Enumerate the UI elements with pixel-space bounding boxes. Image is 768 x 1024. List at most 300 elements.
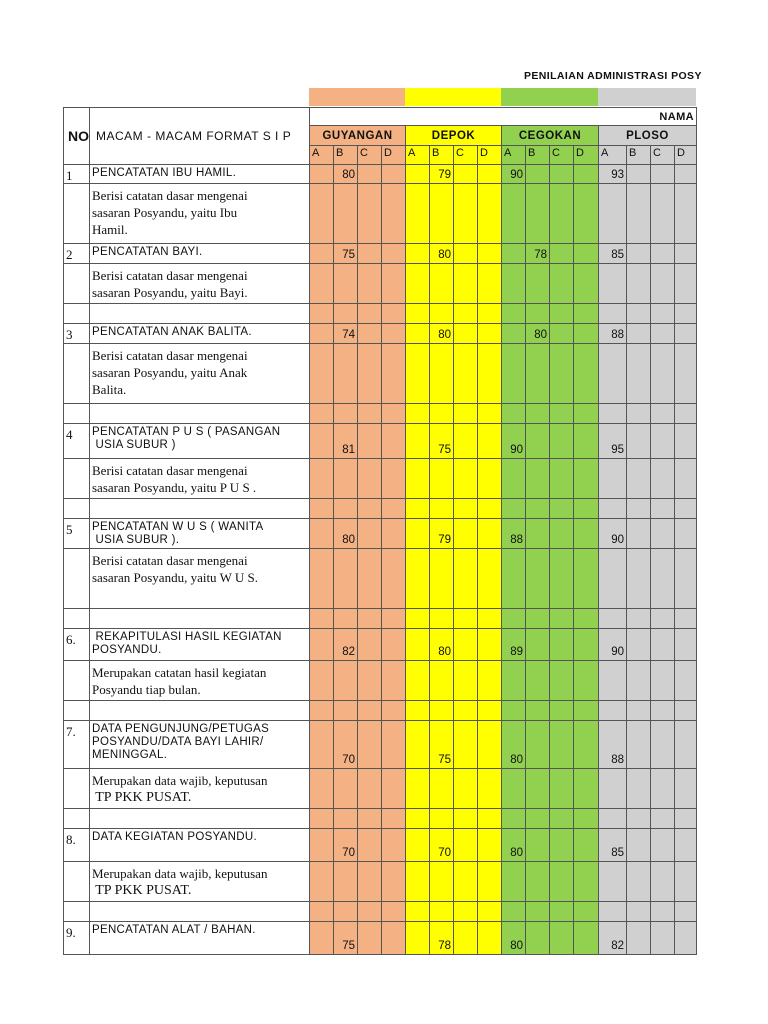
- score-empty: [381, 458, 406, 499]
- score-guyangan: 80: [333, 518, 358, 549]
- score-empty: [525, 183, 550, 244]
- spacer-cell: [573, 608, 599, 629]
- spacer-name: [89, 808, 310, 829]
- spacer-cell: [549, 498, 574, 519]
- description-line: Berisi catatan dasar mengenai: [92, 348, 248, 363]
- score-guyangan: 75: [333, 921, 358, 955]
- score-empty: [333, 861, 358, 902]
- row-no: 9.: [63, 921, 90, 955]
- row-name-line: MENINGGAL.: [92, 749, 168, 761]
- row-name: [89, 628, 310, 661]
- spacer-cell: [598, 808, 627, 829]
- score-empty: [405, 921, 430, 955]
- score-empty: [501, 458, 526, 499]
- header-sub-depok-b: B: [429, 145, 454, 165]
- score-empty: [573, 423, 599, 459]
- row-name-line: USIA SUBUR ): [92, 439, 176, 451]
- row-description: [89, 660, 310, 701]
- score-empty: [453, 243, 478, 264]
- spacer-cell: [626, 700, 651, 721]
- score-empty: [453, 768, 478, 809]
- score-empty: [573, 720, 599, 769]
- score-empty: [333, 343, 358, 404]
- header-sub-depok-d: D: [477, 145, 502, 165]
- score-empty: [573, 243, 599, 264]
- header-group-cegokan: CEGOKAN: [501, 125, 599, 146]
- score-empty: [477, 921, 502, 955]
- score-empty: [598, 183, 627, 244]
- score-empty: [501, 343, 526, 404]
- spacer-cell: [674, 808, 697, 829]
- spacer-cell: [573, 303, 599, 324]
- spacer-cell: [501, 901, 526, 922]
- score-empty: [626, 828, 651, 862]
- spacer-cell: [626, 303, 651, 324]
- spacer-cell: [429, 303, 454, 324]
- description-line: Posyandu tiap bulan.: [92, 682, 201, 697]
- score-empty: [477, 323, 502, 344]
- score-empty: [525, 720, 550, 769]
- score-empty: [525, 861, 550, 902]
- description-line: sasaran Posyandu, yaitu Ibu: [92, 205, 238, 220]
- score-empty: [453, 183, 478, 244]
- score-empty: [477, 458, 502, 499]
- score-depok: 80: [429, 243, 454, 264]
- score-empty: [333, 548, 358, 609]
- color-bar-cegokan: [501, 88, 598, 106]
- score-depok: 75: [429, 720, 454, 769]
- score-empty: [501, 243, 526, 264]
- description-line: Balita.: [92, 382, 127, 397]
- spacer-cell: [626, 901, 651, 922]
- score-empty: [549, 458, 574, 499]
- score-empty: [357, 343, 382, 404]
- spacer-cell: [598, 901, 627, 922]
- score-depok: 79: [429, 518, 454, 549]
- score-ploso: 85: [598, 828, 627, 862]
- score-empty: [598, 263, 627, 304]
- spacer-cell: [357, 303, 382, 324]
- spacer-cell: [477, 808, 502, 829]
- score-empty: [357, 518, 382, 549]
- score-empty: [405, 828, 430, 862]
- spacer-cell: [477, 608, 502, 629]
- score-empty: [674, 548, 697, 609]
- score-empty: [309, 343, 334, 404]
- score-empty: [650, 423, 675, 459]
- score-ploso: 90: [598, 518, 627, 549]
- spacer-cell: [501, 808, 526, 829]
- spacer-cell: [333, 901, 358, 922]
- score-empty: [598, 343, 627, 404]
- spacer-cell: [501, 700, 526, 721]
- spacer-cell: [453, 901, 478, 922]
- spacer-cell: [333, 498, 358, 519]
- score-empty: [525, 518, 550, 549]
- description-line: Merupakan data wajib, keputusan: [92, 866, 268, 881]
- score-empty: [650, 243, 675, 264]
- spacer-cell: [501, 303, 526, 324]
- spacer-cell: [598, 608, 627, 629]
- spacer-cell: [549, 700, 574, 721]
- row-no: 1: [63, 164, 90, 184]
- score-empty: [549, 828, 574, 862]
- score-empty: [674, 183, 697, 244]
- spacer-cell: [674, 498, 697, 519]
- spacer-cell: [309, 608, 334, 629]
- score-empty: [309, 243, 334, 264]
- row-no: 5: [63, 518, 90, 549]
- score-empty: [309, 548, 334, 609]
- row-no: 4: [63, 423, 90, 459]
- spacer-cell: [598, 700, 627, 721]
- row-no: 6.: [63, 628, 90, 661]
- score-empty: [674, 628, 697, 661]
- score-empty: [381, 828, 406, 862]
- score-guyangan: 75: [333, 243, 358, 264]
- spacer-cell: [309, 498, 334, 519]
- header-sub-cegokan-b: B: [525, 145, 550, 165]
- score-empty: [477, 183, 502, 244]
- spacer-no: [63, 608, 90, 629]
- row-name: [89, 720, 310, 769]
- score-empty: [598, 861, 627, 902]
- spacer-cell: [650, 901, 675, 922]
- score-ploso: 88: [598, 323, 627, 344]
- score-empty: [626, 423, 651, 459]
- score-empty: [573, 768, 599, 809]
- score-empty: [525, 628, 550, 661]
- spacer-cell: [405, 403, 430, 424]
- score-empty: [501, 660, 526, 701]
- score-empty: [549, 628, 574, 661]
- spacer-cell: [477, 901, 502, 922]
- row-description: [89, 458, 310, 499]
- score-empty: [674, 458, 697, 499]
- spacer-cell: [650, 498, 675, 519]
- score-empty: [309, 828, 334, 862]
- score-empty: [405, 861, 430, 902]
- score-empty: [650, 768, 675, 809]
- description-line: TP PKK PUSAT.: [92, 883, 192, 898]
- row-description: [89, 263, 310, 304]
- score-empty: [357, 921, 382, 955]
- row-no-blank: [63, 660, 90, 701]
- score-empty: [381, 343, 406, 404]
- score-empty: [357, 263, 382, 304]
- score-ploso: 88: [598, 720, 627, 769]
- spacer-name: [89, 700, 310, 721]
- row-description: [89, 861, 310, 902]
- row-no-blank: [63, 183, 90, 244]
- score-empty: [501, 768, 526, 809]
- score-empty: [674, 768, 697, 809]
- spacer-name: [89, 403, 310, 424]
- score-empty: [674, 828, 697, 862]
- score-empty: [674, 243, 697, 264]
- row-no-blank: [63, 263, 90, 304]
- score-empty: [405, 548, 430, 609]
- spacer-cell: [357, 808, 382, 829]
- spacer-cell: [549, 403, 574, 424]
- spacer-no: [63, 700, 90, 721]
- spacer-cell: [429, 808, 454, 829]
- score-ploso: 93: [598, 164, 627, 184]
- score-empty: [333, 263, 358, 304]
- score-empty: [549, 343, 574, 404]
- score-empty: [453, 921, 478, 955]
- spacer-cell: [357, 608, 382, 629]
- score-empty: [405, 343, 430, 404]
- score-empty: [525, 423, 550, 459]
- spacer-no: [63, 808, 90, 829]
- score-empty: [429, 660, 454, 701]
- score-empty: [549, 720, 574, 769]
- score-guyangan: 70: [333, 828, 358, 862]
- spacer-name: [89, 303, 310, 324]
- score-empty: [405, 263, 430, 304]
- score-empty: [650, 628, 675, 661]
- score-empty: [405, 164, 430, 184]
- score-empty: [357, 323, 382, 344]
- score-empty: [429, 263, 454, 304]
- row-no: 7.: [63, 720, 90, 769]
- spacer-cell: [309, 403, 334, 424]
- description-line: sasaran Posyandu, yaitu W U S.: [92, 570, 258, 585]
- row-name-line: DATA PENGUNJUNG/PETUGAS: [92, 723, 270, 735]
- score-empty: [357, 183, 382, 244]
- score-empty: [626, 164, 651, 184]
- score-empty: [381, 164, 406, 184]
- spacer-cell: [357, 498, 382, 519]
- spacer-cell: [501, 403, 526, 424]
- spacer-cell: [453, 700, 478, 721]
- score-empty: [405, 183, 430, 244]
- score-empty: [453, 263, 478, 304]
- score-empty: [573, 323, 599, 344]
- row-name-line: REKAPITULASI HASIL KEGIATAN: [92, 631, 282, 643]
- score-empty: [477, 263, 502, 304]
- score-empty: [501, 861, 526, 902]
- score-empty: [626, 720, 651, 769]
- score-empty: [573, 458, 599, 499]
- score-empty: [650, 660, 675, 701]
- score-empty: [573, 548, 599, 609]
- spacer-cell: [381, 808, 406, 829]
- score-empty: [573, 828, 599, 862]
- spacer-cell: [381, 901, 406, 922]
- header-group-depok: DEPOK: [405, 125, 502, 146]
- score-empty: [650, 518, 675, 549]
- score-empty: [525, 548, 550, 609]
- spacer-cell: [333, 700, 358, 721]
- spacer-cell: [357, 700, 382, 721]
- score-empty: [477, 243, 502, 264]
- score-empty: [357, 861, 382, 902]
- score-guyangan: 80: [333, 164, 358, 184]
- score-empty: [453, 828, 478, 862]
- score-empty: [674, 164, 697, 184]
- color-bar-ploso: [598, 88, 696, 106]
- score-depok: 75: [429, 423, 454, 459]
- spacer-cell: [650, 808, 675, 829]
- spacer-cell: [573, 808, 599, 829]
- score-empty: [477, 548, 502, 609]
- row-no-blank: [63, 548, 90, 609]
- score-empty: [573, 921, 599, 955]
- score-guyangan: 74: [333, 323, 358, 344]
- score-empty: [501, 263, 526, 304]
- score-empty: [309, 423, 334, 459]
- score-empty: [477, 660, 502, 701]
- score-empty: [453, 323, 478, 344]
- row-no: 2: [63, 243, 90, 264]
- score-empty: [381, 323, 406, 344]
- score-empty: [453, 861, 478, 902]
- spacer-cell: [453, 498, 478, 519]
- score-ploso: 85: [598, 243, 627, 264]
- score-empty: [309, 263, 334, 304]
- spacer-cell: [429, 901, 454, 922]
- score-empty: [477, 343, 502, 404]
- score-empty: [309, 164, 334, 184]
- spacer-cell: [674, 303, 697, 324]
- spacer-cell: [674, 901, 697, 922]
- header-sub-guyangan-c: C: [357, 145, 382, 165]
- row-name: [89, 921, 310, 955]
- score-cegokan: 90: [501, 423, 526, 459]
- score-empty: [650, 458, 675, 499]
- score-empty: [381, 548, 406, 609]
- score-empty: [573, 343, 599, 404]
- spacer-cell: [549, 303, 574, 324]
- score-depok: 70: [429, 828, 454, 862]
- score-empty: [429, 458, 454, 499]
- page-title: PENILAIAN ADMINISTRASI POSY: [524, 70, 702, 82]
- score-empty: [650, 323, 675, 344]
- score-empty: [626, 518, 651, 549]
- score-empty: [453, 343, 478, 404]
- spacer-cell: [405, 303, 430, 324]
- spacer-cell: [477, 700, 502, 721]
- header-sub-depok-a: A: [405, 145, 430, 165]
- row-name: [89, 518, 310, 549]
- score-empty: [477, 628, 502, 661]
- score-empty: [429, 861, 454, 902]
- description-line: Hamil.: [92, 222, 128, 237]
- score-empty: [674, 861, 697, 902]
- score-empty: [357, 768, 382, 809]
- spacer-cell: [525, 403, 550, 424]
- score-empty: [674, 660, 697, 701]
- score-empty: [626, 768, 651, 809]
- row-no: 8.: [63, 828, 90, 862]
- score-empty: [525, 660, 550, 701]
- row-name: [89, 423, 310, 459]
- score-empty: [405, 768, 430, 809]
- score-empty: [357, 628, 382, 661]
- score-empty: [357, 548, 382, 609]
- score-empty: [429, 768, 454, 809]
- row-name-line: DATA KEGIATAN POSYANDU.: [92, 831, 257, 843]
- score-empty: [477, 828, 502, 862]
- spacer-cell: [381, 700, 406, 721]
- score-empty: [357, 720, 382, 769]
- row-no: 3: [63, 323, 90, 344]
- score-empty: [598, 548, 627, 609]
- score-empty: [477, 164, 502, 184]
- header-sub-guyangan-d: D: [381, 145, 406, 165]
- score-empty: [381, 423, 406, 459]
- score-empty: [453, 458, 478, 499]
- spacer-cell: [357, 901, 382, 922]
- score-empty: [381, 921, 406, 955]
- description-line: Berisi catatan dasar mengenai: [92, 553, 248, 568]
- spacer-cell: [549, 608, 574, 629]
- spacer-cell: [309, 808, 334, 829]
- score-empty: [674, 343, 697, 404]
- spacer-cell: [573, 901, 599, 922]
- score-empty: [309, 518, 334, 549]
- spacer-cell: [626, 808, 651, 829]
- spacer-cell: [309, 700, 334, 721]
- spacer-cell: [525, 303, 550, 324]
- spacer-cell: [650, 700, 675, 721]
- score-empty: [573, 518, 599, 549]
- score-empty: [477, 518, 502, 549]
- score-empty: [333, 660, 358, 701]
- score-empty: [357, 660, 382, 701]
- score-cegokan: 80: [501, 921, 526, 955]
- score-empty: [525, 921, 550, 955]
- score-empty: [573, 660, 599, 701]
- score-empty: [549, 323, 574, 344]
- spacer-no: [63, 403, 90, 424]
- row-name: [89, 323, 310, 344]
- score-guyangan: 70: [333, 720, 358, 769]
- spacer-cell: [573, 403, 599, 424]
- row-description: [89, 183, 310, 244]
- score-empty: [626, 458, 651, 499]
- score-depok: 78: [429, 921, 454, 955]
- spacer-cell: [549, 808, 574, 829]
- spacer-cell: [453, 403, 478, 424]
- spacer-cell: [381, 303, 406, 324]
- score-empty: [453, 660, 478, 701]
- row-name-line: PENCATATAN ANAK BALITA.: [92, 326, 252, 338]
- score-empty: [309, 921, 334, 955]
- header-group-ploso: PLOSO: [598, 125, 697, 146]
- score-empty: [381, 720, 406, 769]
- spacer-cell: [674, 700, 697, 721]
- spacer-no: [63, 901, 90, 922]
- row-name-line: POSYANDU.: [92, 644, 162, 656]
- score-empty: [573, 861, 599, 902]
- score-empty: [333, 768, 358, 809]
- spacer-cell: [405, 498, 430, 519]
- score-empty: [501, 323, 526, 344]
- score-empty: [626, 243, 651, 264]
- header-group-guyangan: GUYANGAN: [309, 125, 406, 146]
- color-bar-guyangan: [309, 88, 405, 106]
- spacer-cell: [674, 608, 697, 629]
- spacer-cell: [333, 403, 358, 424]
- spacer-cell: [650, 403, 675, 424]
- header-sub-ploso-a: A: [598, 145, 627, 165]
- score-empty: [549, 660, 574, 701]
- score-guyangan: 81: [333, 423, 358, 459]
- score-empty: [309, 183, 334, 244]
